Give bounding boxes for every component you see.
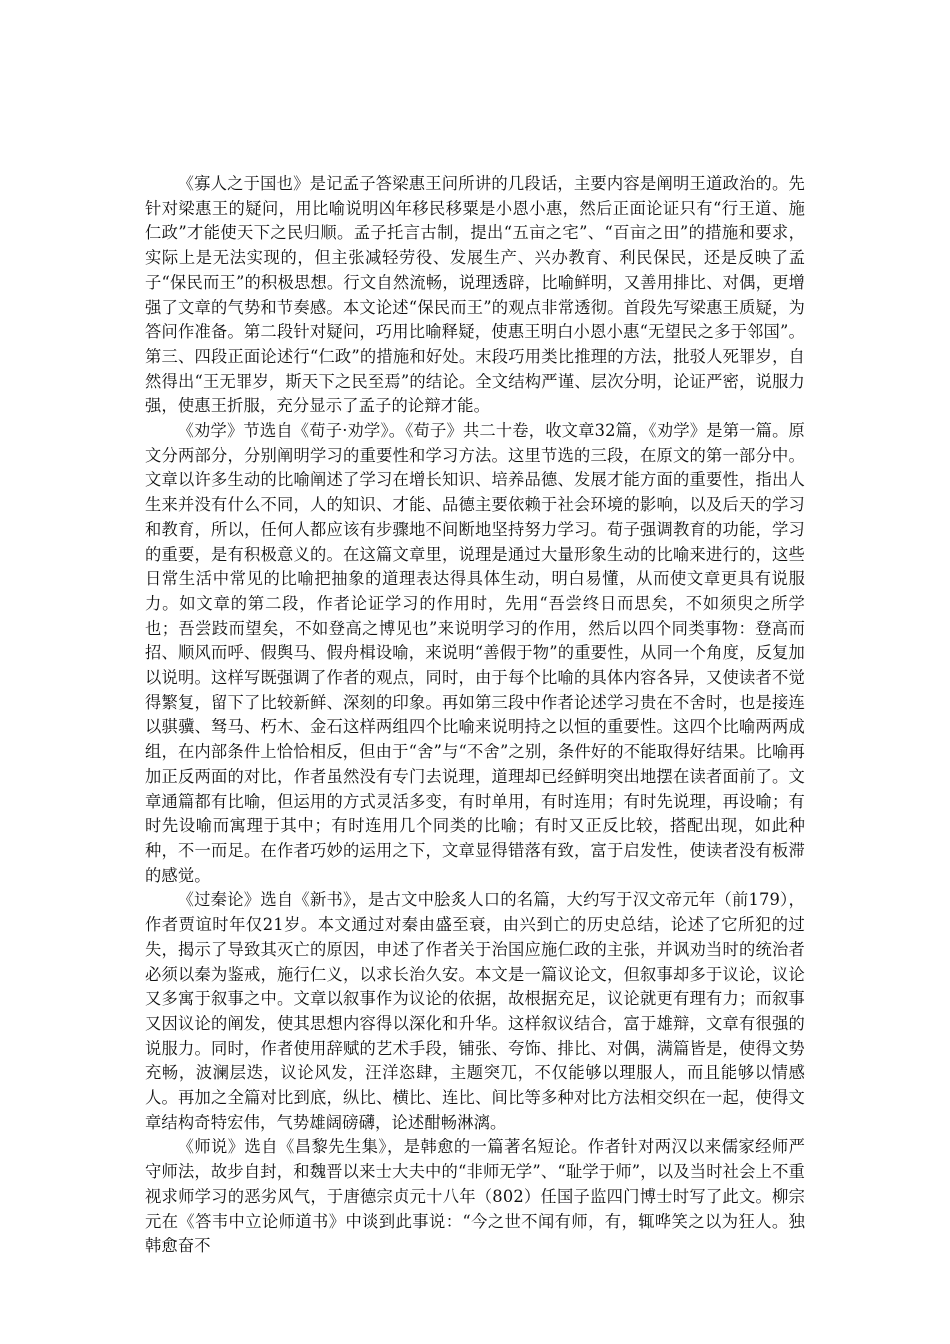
- paragraph-guoqinlun: 《过秦论》选自《新书》，是古文中脍炙人口的名篇，大约写于汉文帝元年（前179），作者贾谊时年仅21岁。本文通过对秦由盛至衰，由兴到亡的历史总结，论述了它所犯的过失，揭示了导致其灭亡的原因，申述了作者关于治国应施仁政的主张，并讽劝当时的统治者必须以秦为鉴戒，施行仁义，以求长治久安。本文是一篇议论文，但叙事却多于议论，议论又多寓于叙事之中。文章以叙事作为议论的依据，故根据充足，议论就更有理有力；而叙事又因议论的阐发，使其思想内容得以深化和升华。这样叙议结合，富于雄辩，文章有很强的说服力。同时，作者使用辞赋的艺术手段，铺张、夸饰、排比、对偶，满篇皆是，使得文势充畅，波澜层迭，议论风发，汪洋恣肆，主题突兀，不仅能够以理服人，而且能够以情感人。再加之全篇对比到底，纵比、横比、连比、间比等多种对比方法相交织在一起，使得文章结构奇特宏伟，气势雄阔磅礴，论述酣畅淋漓。: [145, 890, 805, 1132]
- paragraph-shishuo: 《师说》选自《昌黎先生集》，是韩愈的一篇著名短论。作者针对两汉以来儒家经师严守师法，故步自封，和魏晋以来士大夫中的“非师无学”、“耻学于师”，以及当时社会上不重视求师学习的恶劣风气，于唐德宗贞元十八年（802）任国子监四门博士时写了此文。柳宗元在《答韦中立论师道书》中谈到此事说：“今之世不闻有师，有，辄哗笑之以为狂人。独韩愈奋不: [145, 1137, 805, 1256]
- paragraph-quanxue: 《劝学》节选自《荀子·劝学》。《荀子》共二十卷，收文章32篇，《劝学》是第一篇。原文分两部分，分别阐明学习的重要性和学习方法。这里节选的三段，在原文的第一部分中。文章以许多生动的比喻阐述了学习在增长知识、培养品德、发展才能方面的重要性，指出人生来并没有什么不同，人的知识、才能、品德主要依赖于社会环境的影响，以及后天的学习和教育，所以，任何人都应该有步骤地不间断地坚持努力学习。荀子强调教育的功能，学习的重要，是有积极意义的。在这篇文章里，说理是通过大量形象生动的比喻来进行的，这些日常生活中常见的比喻把抽象的道理表达得具体生动，明白易懂，从而使文章更具有说服力。如文章的第二段，作者论证学习的作用时，先用“吾尝终日而思矣，不如须臾之所学也；吾尝跂而望矣，不如登高之博见也”来说明学习的作用，然后以四个同类事物：登高而招、顺风而呼、假舆马、假舟楫设喻，来说明“善假于物”的重要性，从同一个角度，反复加以说明。这样写既强调了作者的观点，同时，由于每个比喻的具体内容各异，又使读者不觉得繁复，留下了比较新鲜、深刻的印象。再如第三段中作者论述学习贵在不舍时，也是接连以骐骥、驽马、朽木、金石这样两组四个比喻来说明持之以恒的重要性。这四个比喻两两成组，在内部条件上恰恰相反，但由于“舍”与“不舍”之别，条件好的不能取得好结果。比喻再加正反两面的对比，作者虽然没有专门去说理，道理却已经鲜明突出地摆在读者面前了。文章通篇都有比喻，但运用的方式灵活多变，有时单用，有时连用；有时先说理，再设喻；有时先设喻而寓理于其中；有时连用几个同类的比喻；有时又正反比较，搭配出现，如此种种，不一而足。在作者巧妙的运用之下，文章显得错落有致，富于启发性，使读者没有板滞的感觉。: [145, 421, 805, 885]
- document-body: [145, 172, 805, 1259]
- paragraph-guaren: 《寡人之于国也》是记孟子答梁惠王问所讲的几段话，主要内容是阐明王道政治的。先针对梁惠王的疑问，用比喻说明凶年移民移粟是小恩小惠，然后正面论证只有“行王道、施仁政”才能使天下之民归顺。孟子托言古制，提出“五亩之宅”、“百亩之田”的措施和要求，实际上是无法实现的，但主张减轻劳役、发展生产、兴办教育、利民保民，还是反映了孟子“保民而王”的积极思想。行文自然流畅，说理透辟，比喻鲜明，又善用排比、对偶，更增强了文章的气势和节奏感。本文论述“保民而王”的观点非常透彻。首段先写梁惠王质疑，为答问作准备。第二段针对疑问，巧用比喻释疑，使惠王明白小恩小惠“无望民之多于邻国”。第三、四段正面论述行“仁政”的措施和好处。末段巧用类比推理的方法，批驳人死罪岁，自然得出“王无罪岁，斯天下之民至焉”的结论。全文结构严谨、层次分明，论证严密，说服力强，使惠王折服，充分显示了孟子的论辩才能。: [145, 174, 805, 416]
